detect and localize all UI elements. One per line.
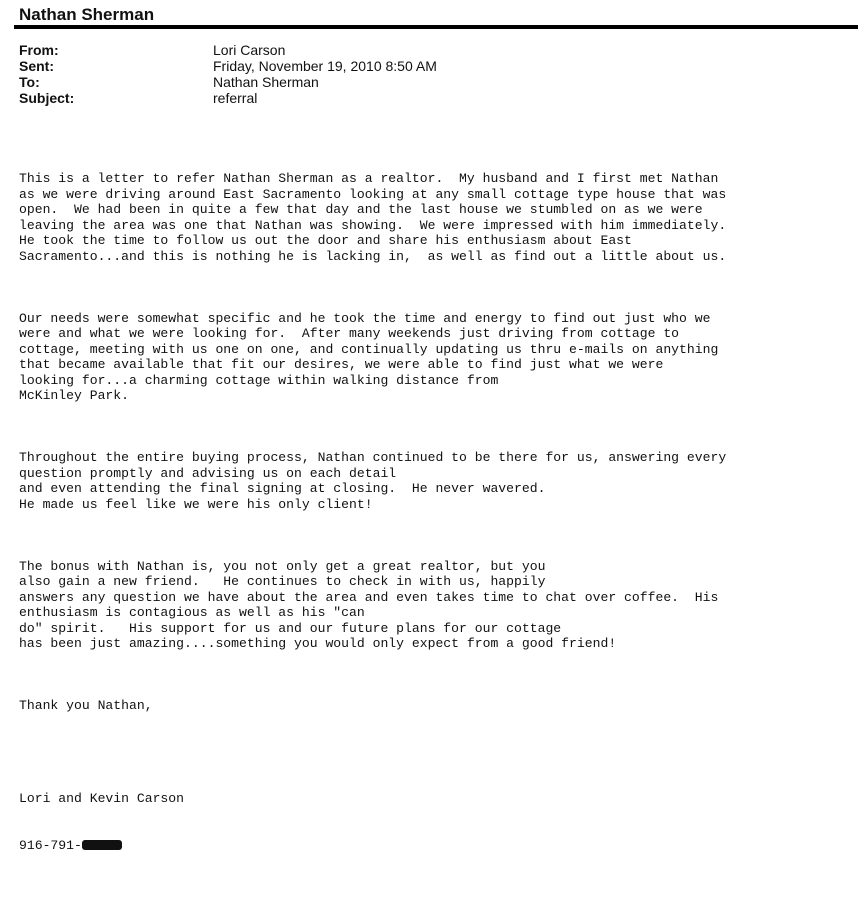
letter-line: McKinley Park. — [19, 388, 130, 403]
sent-label: Sent: — [19, 58, 54, 74]
phone-line — [19, 838, 726, 854]
letter-body — [19, 140, 726, 900]
letter-line: cottage, meeting with us one on one, and continually updating us thru e-mails on anything — [19, 341, 719, 357]
letter-line: were and what we were looking for. After many weekends just driving from cottage to — [19, 326, 680, 341]
header-row-from — [19, 42, 437, 58]
paragraph — [19, 559, 726, 652]
header-row-to — [19, 74, 437, 90]
signature-name: Lori and Kevin Carson — [19, 791, 185, 806]
letter-line: as we were driving around East Sacramento looking at any small cottage type house that was — [19, 186, 727, 202]
letter-line: that became available that fit our desires, we were able to find just what we were — [19, 357, 664, 372]
letter-line: do" spirit. His support for us and our future plans for our cottage — [19, 620, 562, 636]
letter-line: question promptly and advising us on each detail — [19, 465, 397, 481]
redaction-mark — [82, 840, 122, 850]
letter-line: Our needs were somewhat specific and he took the time and energy to find out just who we — [19, 310, 711, 326]
letter-line: enthusiasm is contagious as well as his "can — [19, 605, 365, 620]
from-label: From: — [19, 42, 59, 58]
paragraph — [19, 311, 726, 404]
letter-line: and even attending the final signing at closing. He never wavered. — [19, 481, 546, 496]
from-value: Lori Carson — [213, 42, 286, 58]
sent-value: Friday, November 19, 2010 8:50 AM — [213, 58, 437, 74]
to-label: To: — [19, 74, 40, 90]
letter-line: looking for...a charming cottage within walking distance from — [19, 372, 499, 388]
letter-line: He made us feel like we were his only client! — [19, 496, 373, 512]
page-title: Nathan Sherman — [19, 5, 155, 24]
signature-block — [19, 760, 726, 884]
letter-line: The bonus with Nathan is, you not only get a great realtor, but you — [19, 558, 546, 574]
letter-line: This is a letter to refer Nathan Sherman as a realtor. My husband and I first met Nathan — [19, 171, 719, 186]
letter-line: has been just amazing....something you would only expect from a good friend! — [19, 636, 617, 651]
letter-line: open. We had been in quite a few that day and the last house we stumbled on as we were — [19, 202, 703, 217]
header-row-subject — [19, 90, 437, 106]
letter-line: also gain a new friend. He continues to check in with us, happily — [19, 574, 546, 589]
letter-line: Sacramento...and this is nothing he is lacking in, as well as find out a little about us. — [19, 248, 727, 264]
letter-line: Throughout the entire buying process, Nathan continued to be there for us, answering every — [19, 450, 727, 465]
paragraph — [19, 698, 726, 714]
letter-line: leaving the area was one that Nathan was showing. We were impressed with him immediately. — [19, 217, 727, 233]
paragraph — [19, 171, 726, 264]
letter-line: Thank you Nathan, — [19, 698, 153, 713]
to-value: Nathan Sherman — [213, 74, 319, 90]
phone-prefix: 916-791- — [19, 837, 82, 853]
header-row-sent — [19, 58, 437, 74]
subject-value: referral — [213, 90, 258, 106]
subject-label: Subject: — [19, 90, 75, 106]
letter-line: He took the time to follow us out the door and share his enthusiasm about East — [19, 233, 632, 248]
email-header — [19, 42, 437, 106]
paragraph — [19, 450, 726, 512]
header-rule — [14, 25, 858, 29]
letter-line: answers any question we have about the area and even takes time to chat over coffee. His — [19, 589, 719, 605]
